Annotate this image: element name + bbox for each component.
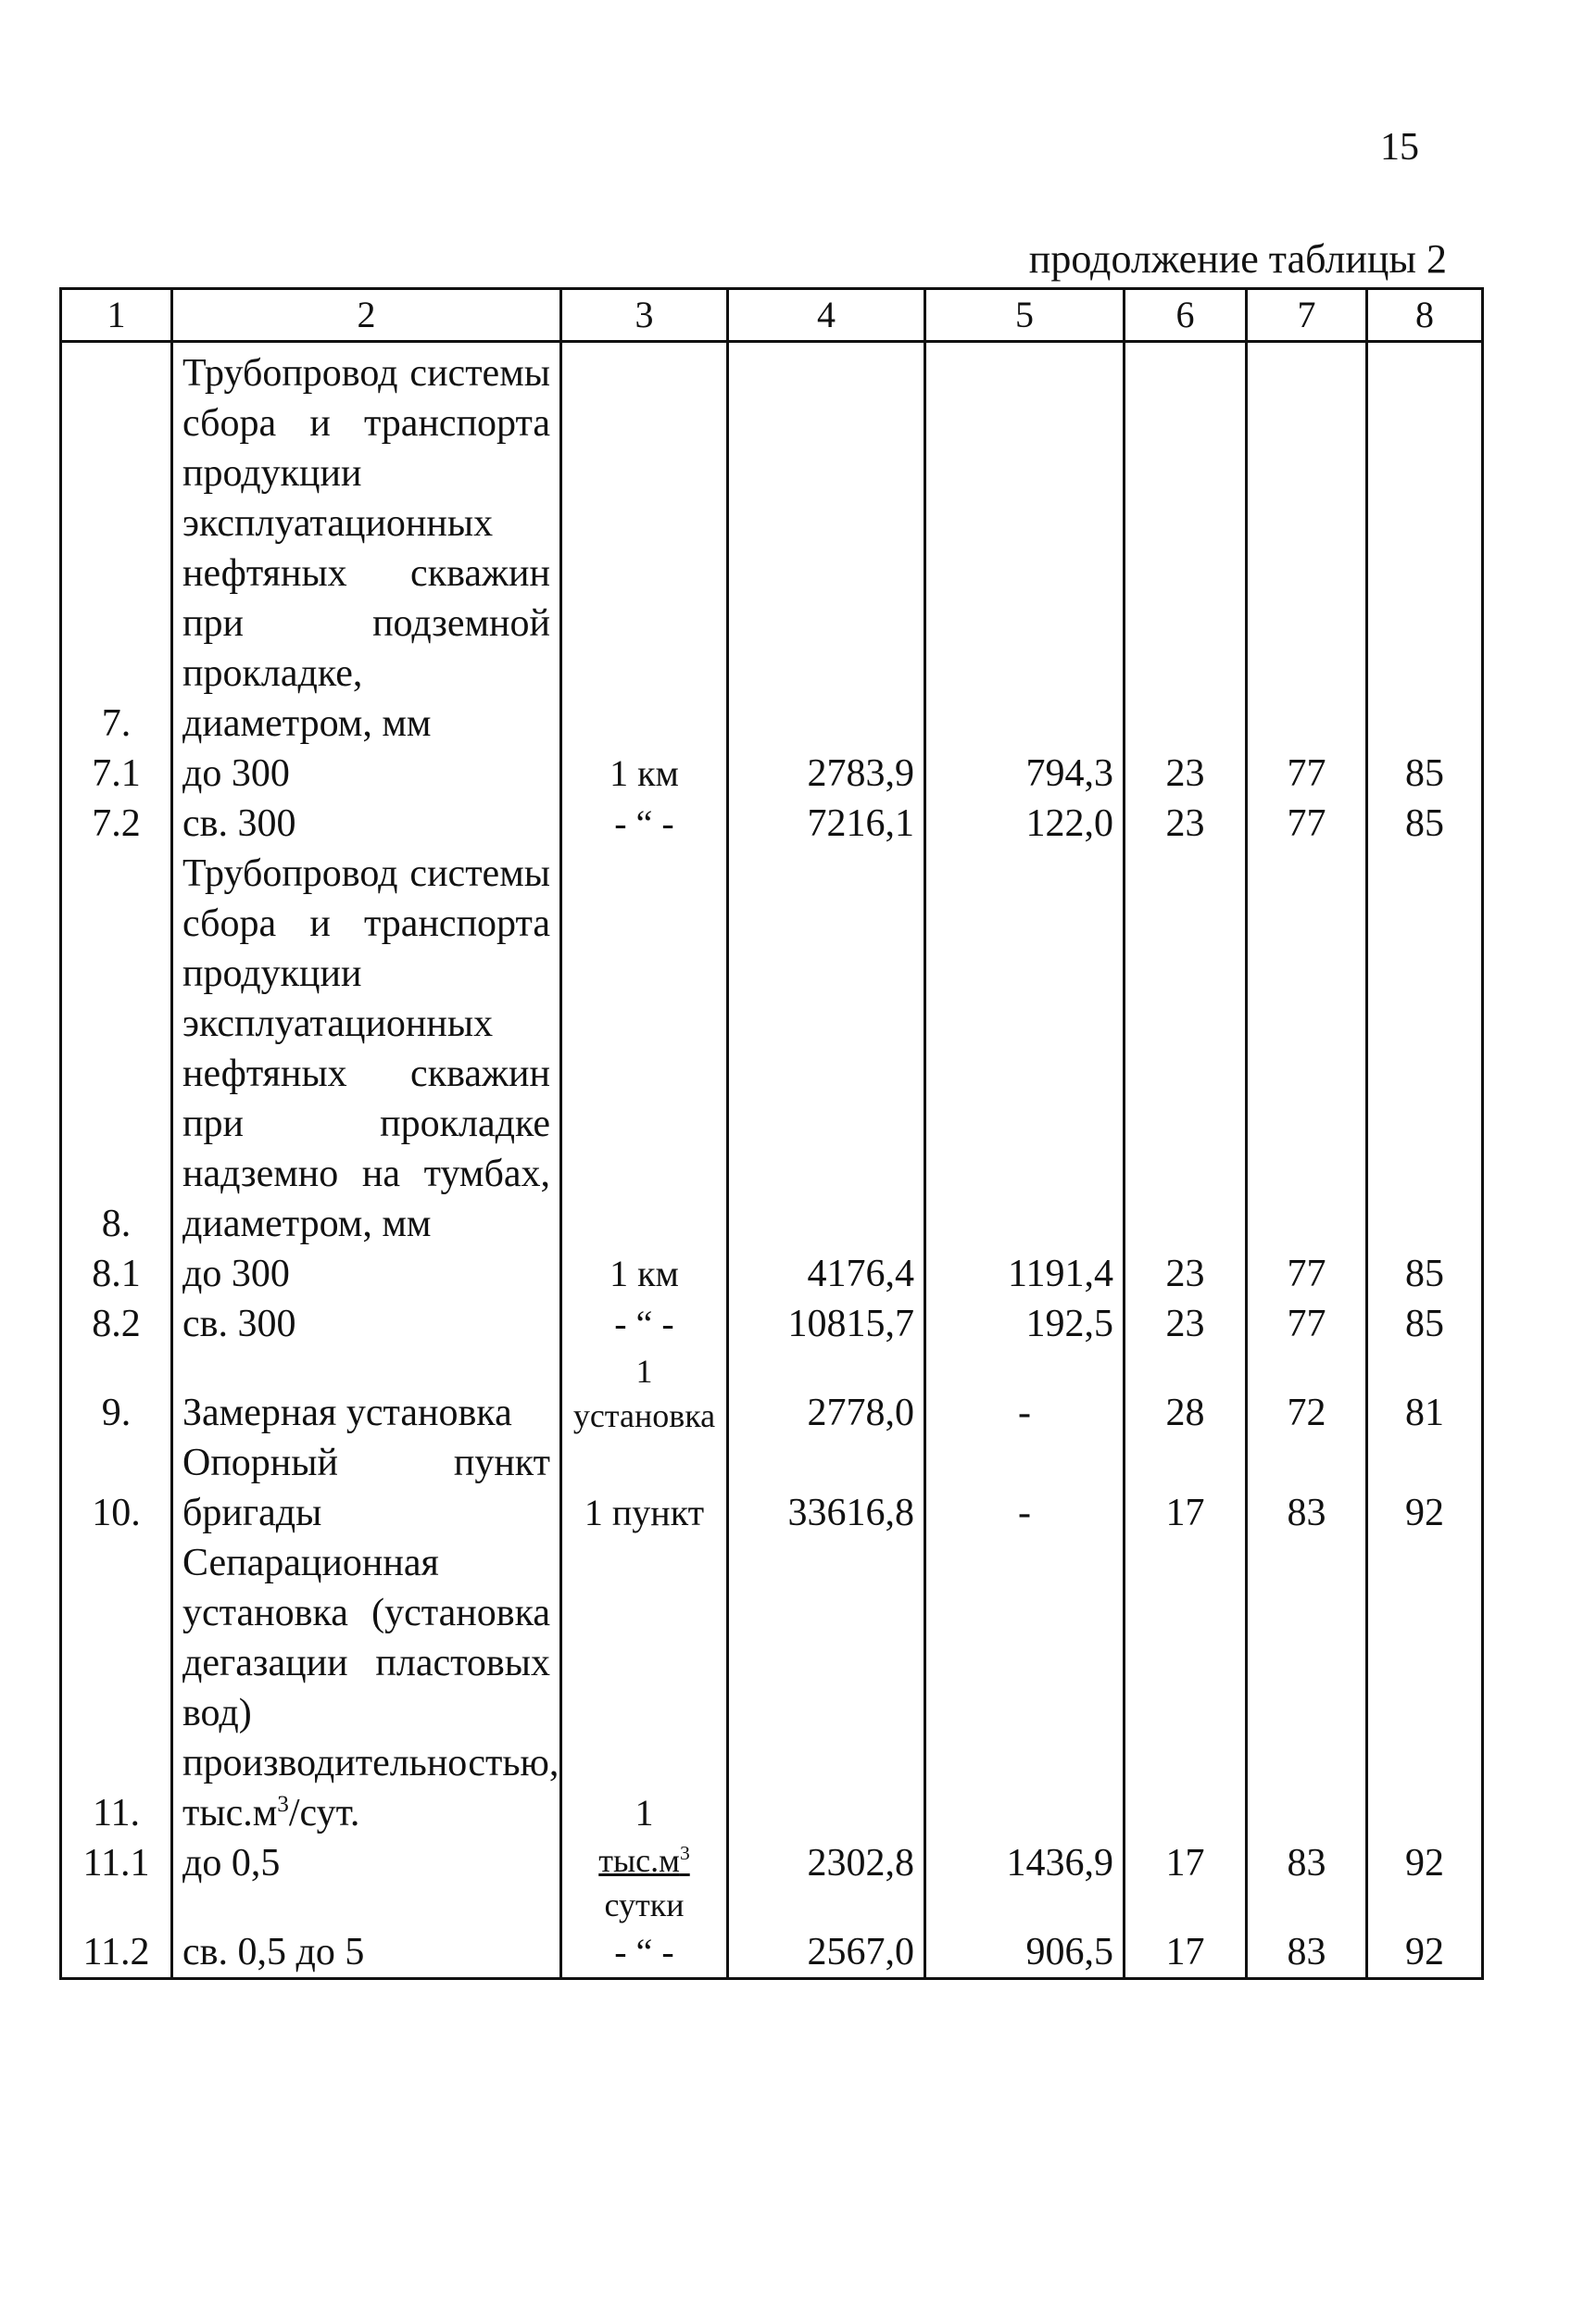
- table-row: [61, 1349, 1483, 1438]
- row-col6: 23: [1125, 749, 1247, 799]
- row-col6: 28: [1125, 1349, 1247, 1438]
- table-row: [61, 1838, 1483, 1927]
- row-col6: 23: [1125, 799, 1247, 849]
- row-col5: 192,5: [925, 1299, 1125, 1349]
- row-name: Трубопровод системы сбора и транспорта продукции эксплуатационных нефтяных скважин при прокладке надземно на тумбах, диаметром, мм: [172, 849, 561, 1249]
- row-name: св. 0,5 до 5: [172, 1927, 561, 1979]
- row-col8: 85: [1367, 1249, 1483, 1299]
- row-col5: 906,5: [925, 1927, 1125, 1979]
- row-col6: 17: [1125, 1438, 1247, 1538]
- table-row: [61, 1438, 1483, 1538]
- column-header: 7: [1247, 289, 1367, 342]
- row-number: 10.: [61, 1438, 172, 1538]
- row-col6: 23: [1125, 1249, 1247, 1299]
- row-name: до 300: [172, 749, 561, 799]
- table-row: [61, 1538, 1483, 1838]
- row-number: 7.: [61, 342, 172, 750]
- superscript: 3: [277, 1792, 289, 1817]
- row-col8: 85: [1367, 1299, 1483, 1349]
- row-col7: 77: [1247, 749, 1367, 799]
- row-col5: 1191,4: [925, 1249, 1125, 1299]
- row-name: св. 300: [172, 1299, 561, 1349]
- row-col8: 81: [1367, 1349, 1483, 1438]
- row-number: 8.: [61, 849, 172, 1249]
- row-unit: - “ -: [561, 1299, 728, 1349]
- header-row: [61, 289, 1483, 342]
- row-number: 11.1: [61, 1838, 172, 1927]
- row-col8: 85: [1367, 799, 1483, 849]
- table-row: [61, 849, 1483, 1249]
- row-number: 7.1: [61, 749, 172, 799]
- row-col4: 7216,1: [728, 799, 925, 849]
- table-row: [61, 799, 1483, 849]
- column-header: 5: [925, 289, 1125, 342]
- row-name: до 300: [172, 1249, 561, 1299]
- row-col8: 92: [1367, 1838, 1483, 1927]
- row-unit: 1 пункт: [561, 1438, 728, 1538]
- column-header: 3: [561, 289, 728, 342]
- table-row: [61, 1299, 1483, 1349]
- row-col6: 23: [1125, 1299, 1247, 1349]
- column-header: 8: [1367, 289, 1483, 342]
- row-number: 11.: [61, 1538, 172, 1838]
- row-col4: 2778,0: [728, 1349, 925, 1438]
- row-col8: 92: [1367, 1438, 1483, 1538]
- column-header: 2: [172, 289, 561, 342]
- row-unit: - “ -: [561, 799, 728, 849]
- row-col4: 2783,9: [728, 749, 925, 799]
- table-row: [61, 1927, 1483, 1979]
- row-name: св. 300: [172, 799, 561, 849]
- table-row: [61, 1249, 1483, 1299]
- row-col4: 10815,7: [728, 1299, 925, 1349]
- row-col4: 33616,8: [728, 1438, 925, 1538]
- row-unit: 1: [561, 1538, 728, 1838]
- row-col6: 17: [1125, 1927, 1247, 1979]
- row-col5: 1436,9: [925, 1838, 1125, 1927]
- unit-denominator: сутки: [604, 1886, 685, 1923]
- row-number: 9.: [61, 1349, 172, 1438]
- row-number: 7.2: [61, 799, 172, 849]
- row-name: [172, 1538, 561, 1838]
- row-unit: - “ -: [561, 1927, 728, 1979]
- row-col6: 17: [1125, 1838, 1247, 1927]
- row-col4: 2302,8: [728, 1838, 925, 1927]
- row-unit: 1 км: [561, 749, 728, 799]
- row-number: 8.2: [61, 1299, 172, 1349]
- row-number: 8.1: [61, 1249, 172, 1299]
- row-name: Опорный пункт бригады: [172, 1438, 561, 1538]
- row-col8: 92: [1367, 1927, 1483, 1979]
- row-col5: 794,3: [925, 749, 1125, 799]
- row-unit: 1 км: [561, 1249, 728, 1299]
- table-row: [61, 749, 1483, 799]
- column-header: 4: [728, 289, 925, 342]
- row-col5: -: [925, 1349, 1125, 1438]
- row-name: Трубопровод системы сбора и транспорта продукции эксплуатационных нефтяных скважин при подземной прокладке, диаметром, мм: [172, 342, 561, 750]
- unit-numerator: $тыс.м^3$: [598, 1842, 690, 1879]
- row-col7: 83: [1247, 1927, 1367, 1979]
- row-col8: 85: [1367, 749, 1483, 799]
- row-col5: -: [925, 1438, 1125, 1538]
- page-number: 15: [1380, 126, 1419, 169]
- row-col7: 83: [1247, 1838, 1367, 1927]
- row-col4: 4176,4: [728, 1249, 925, 1299]
- column-header: 1: [61, 289, 172, 342]
- row-col7: 77: [1247, 799, 1367, 849]
- column-header: 6: [1125, 289, 1247, 342]
- row-name: до 0,5: [172, 1838, 561, 1927]
- row-col7: 72: [1247, 1349, 1367, 1438]
- row-unit: [561, 1838, 728, 1927]
- table-row: [61, 342, 1483, 750]
- data-table: [59, 287, 1484, 1980]
- row-name-text: Сепарационная установка (установка дегазации пластовых вод) производительностью, тыс.м: [182, 1542, 559, 1835]
- row-unit: 1 установка: [561, 1349, 728, 1438]
- row-col7: 83: [1247, 1438, 1367, 1538]
- row-name-tail: /сут.: [288, 1792, 360, 1835]
- row-col5: 122,0: [925, 799, 1125, 849]
- row-number: 11.2: [61, 1927, 172, 1979]
- row-name: Замерная установка: [172, 1349, 561, 1438]
- row-col7: 77: [1247, 1249, 1367, 1299]
- table-continuation-caption: продолжение таблицы 2: [1028, 236, 1447, 282]
- row-col4: 2567,0: [728, 1927, 925, 1979]
- row-col7: 77: [1247, 1299, 1367, 1349]
